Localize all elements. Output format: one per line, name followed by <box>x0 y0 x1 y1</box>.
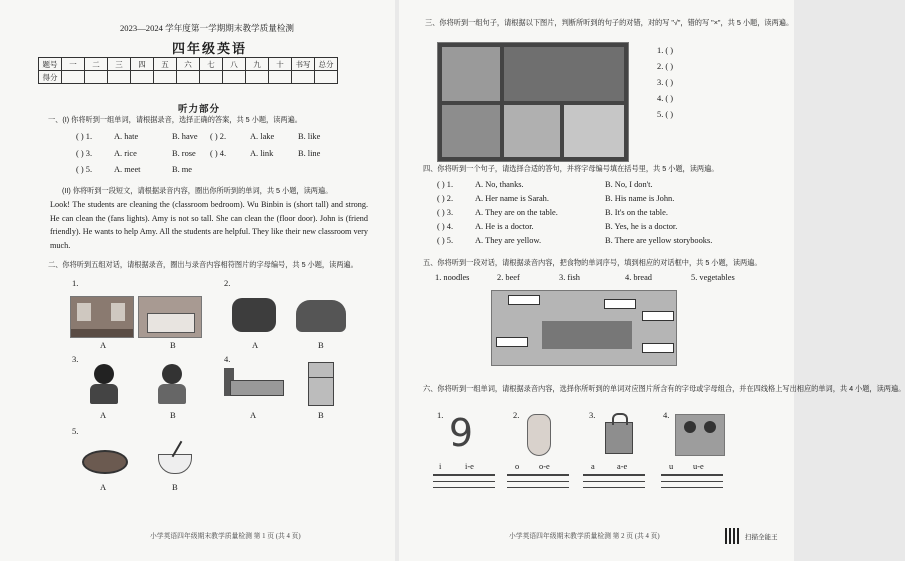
q4-item-3-no[interactable]: ( ) 3. <box>437 208 454 217</box>
speech-bubble-5[interactable] <box>642 343 674 353</box>
score-header-cell: 书写 <box>292 58 315 71</box>
score-cell[interactable] <box>108 71 131 84</box>
q6-3-writing-lines[interactable] <box>583 474 645 497</box>
q2-4-label-b: B <box>318 410 324 420</box>
page-1-footer: 小学英语四年级期末教学质量检测 第 1 页 (共 4 页) <box>150 533 301 540</box>
people-picture <box>675 414 725 456</box>
q3-blank-4[interactable]: 4. ( ) <box>657 94 674 103</box>
q3-blank-2[interactable]: 2. ( ) <box>657 62 674 71</box>
score-header-cell: 八 <box>223 58 246 71</box>
q1-item-4-b: B. line <box>298 149 321 158</box>
nose-picture <box>527 414 551 456</box>
q6-num-1: 1. <box>437 410 444 420</box>
q1-item-1-no: ( ) 1. <box>76 132 93 141</box>
score-cell[interactable] <box>62 71 85 84</box>
scan-logo: 扫描全能王 <box>745 533 778 541</box>
q6-title: 六、你将听到一组单词，请根据录音内容，选择你所听到的单词对应图片所含有的字母或字母组合，并在四线格上写出相应的单词，共 4 小题，读两遍。 <box>423 384 905 393</box>
q5-word-2: 2. beef <box>497 273 520 282</box>
exam-subject: 四年级英语 <box>172 41 248 56</box>
q2-title: 二、你将听到五组对话，请根据录音，圈出与录音内容相符图片的字母编号，共 5 小题，读两遍。 <box>48 260 358 269</box>
score-cell[interactable] <box>246 71 269 84</box>
boy-picture <box>156 362 188 406</box>
bed-picture <box>222 366 284 400</box>
score-cell[interactable] <box>292 71 315 84</box>
q4-item-1-b: B. No, I don't. <box>605 180 653 189</box>
score-header-row <box>39 58 338 71</box>
q2-5-label-a: A <box>100 482 107 492</box>
speech-bubble-4[interactable] <box>496 337 528 347</box>
exam-header: 2023—2024 学年度第一学期期末教学质量检测 <box>120 23 295 33</box>
q5-word-5: 5. vegetables <box>691 273 735 282</box>
q5-word-4: 4. bread <box>625 273 652 282</box>
q1-item-4-a: A. link <box>250 149 274 158</box>
q2-1-label-a: A <box>100 340 107 350</box>
soup-picture <box>80 438 126 478</box>
score-cell[interactable] <box>131 71 154 84</box>
q1-item-5-no: ( ) 5. <box>76 165 93 174</box>
score-cell[interactable] <box>315 71 338 84</box>
score-header-cell: 五 <box>154 58 177 71</box>
score-cell[interactable] <box>269 71 292 84</box>
q4-item-2-b: B. His name is John. <box>605 194 675 203</box>
q4-item-2-a: A. Her name is Sarah. <box>475 194 549 203</box>
nine-picture: 9 <box>448 411 474 455</box>
score-header-cell: 六 <box>177 58 200 71</box>
score-cell[interactable] <box>223 71 246 84</box>
q4-item-5-b: B. There are yellow storybooks. <box>605 236 713 245</box>
q4-item-1-no[interactable]: ( ) 1. <box>437 180 454 189</box>
q3-blank-3[interactable]: 3. ( ) <box>657 78 674 87</box>
q6-1-opt-1[interactable]: i <box>439 462 442 471</box>
score-header-cell: 三 <box>108 58 131 71</box>
q4-item-5-no[interactable]: ( ) 5. <box>437 236 454 245</box>
q4-item-4-b: B. Yes, he is a doctor. <box>605 222 678 231</box>
q2-2-label-a: A <box>252 340 259 350</box>
bedroom-picture <box>138 296 202 338</box>
q3-title: 三、你将听到一组句子，请根据以下图片，判断所听到的句子的对错，对的写 "√"，错的写 "×"，共 5 小题，读两遍。 <box>425 18 794 27</box>
q4-item-3-a: A. They are on the table. <box>475 208 558 217</box>
q6-2-writing-lines[interactable] <box>507 474 569 497</box>
q1-item-2-no: ( ) 2. <box>210 132 227 141</box>
q6-3-opt-2[interactable]: a-e <box>617 462 628 471</box>
q1-item-2-b: B. like <box>298 132 321 141</box>
classroom-picture <box>70 296 134 338</box>
boy-glasses-picture <box>88 362 120 406</box>
q2-num-3: 3. <box>72 354 79 364</box>
q6-1-writing-lines[interactable] <box>433 474 495 497</box>
q4-item-2-no[interactable]: ( ) 2. <box>437 194 454 203</box>
q1-title: 一、(I) 你将听到一组单词，请根据录音，选择正确的答案，共 5 小题，读两遍。 <box>48 115 302 124</box>
q4-item-3-b: B. It's on the table. <box>605 208 668 217</box>
score-cell[interactable] <box>177 71 200 84</box>
q2-3-label-a: A <box>100 410 107 420</box>
q2-2-label-b: B <box>318 340 324 350</box>
q2-4-label-a: A <box>250 410 257 420</box>
q2-1-label-b: B <box>170 340 176 350</box>
q1-sub-title: (II) 你将听到一段短文，请根据录音内容，圈出你所听到的单词，共 5 小题，读两遍。 <box>62 186 333 195</box>
page-2-footer: 小学英语四年级期末教学质量检测 第 2 页 (共 4 页) <box>509 533 660 540</box>
score-cell[interactable] <box>200 71 223 84</box>
q6-num-2: 2. <box>513 410 520 420</box>
house-picture <box>437 42 629 162</box>
q6-4-opt-2[interactable]: u-e <box>693 462 704 471</box>
fridge-picture <box>308 362 334 406</box>
q2-5-label-b: B <box>172 482 178 492</box>
score-cell[interactable] <box>85 71 108 84</box>
q6-1-opt-2[interactable]: i-e <box>465 462 474 471</box>
exam-page-2 <box>399 0 905 561</box>
q1-passage: Look! The students are cleaning the (classroom bedroom). Wu Binbin is (short tall) and strong. He can clean the (fans lights). Amy is not so tall. She can clean the (floor door). John is (friend friendly). He wants to help Amy. All the students are helpful. They like their new classroom very much. <box>50 200 368 250</box>
speech-bubble-2[interactable] <box>604 299 636 309</box>
q6-num-3: 3. <box>589 410 596 420</box>
q2-num-2: 2. <box>224 278 231 288</box>
q4-item-4-no[interactable]: ( ) 4. <box>437 222 454 231</box>
section-title: 听力部分 <box>178 105 221 115</box>
score-header-cell: 二 <box>85 58 108 71</box>
score-cell[interactable] <box>154 71 177 84</box>
q6-4-opt-1[interactable]: u <box>669 462 674 471</box>
speech-bubble-3[interactable] <box>642 311 674 321</box>
q2-3-label-b: B <box>170 410 176 420</box>
q1-item-1-b: B. have <box>172 132 198 141</box>
bag-picture <box>292 292 350 336</box>
q1-item-2-a: A. lake <box>250 132 275 141</box>
score-row-label: 得分 <box>39 71 62 84</box>
q1-item-3-no: ( ) 3. <box>76 149 93 158</box>
score-header-cell: 一 <box>62 58 85 71</box>
restaurant-picture <box>491 290 677 366</box>
speech-bubble-1[interactable] <box>508 295 540 305</box>
q1-item-5-b: B. me <box>172 165 193 174</box>
score-header-cell: 九 <box>246 58 269 71</box>
q1-item-1-a: A. hate <box>114 132 139 141</box>
score-header-cell: 四 <box>131 58 154 71</box>
q3-blank-5[interactable]: 5. ( ) <box>657 110 674 119</box>
score-value-row <box>39 71 338 84</box>
q6-2-opt-1[interactable]: o <box>515 462 520 471</box>
exam-page-1 <box>0 0 395 561</box>
q5-title: 五、你将听到一段对话，请根据录音内容，把食物的单词序号，填到相应的对话框中，共 5 小题，读两遍。 <box>423 258 762 267</box>
q4-item-5-a: A. They are yellow. <box>475 236 542 245</box>
q6-num-4: 4. <box>663 410 670 420</box>
schoolbag-picture <box>226 292 282 336</box>
rice-bowl-picture <box>154 440 194 478</box>
q1-item-3-a: A. rice <box>114 149 137 158</box>
q2-num-4: 4. <box>224 354 231 364</box>
q6-3-opt-1[interactable]: a <box>591 462 595 471</box>
q4-item-4-a: A. He is a doctor. <box>475 222 534 231</box>
q6-4-writing-lines[interactable] <box>661 474 723 497</box>
q1-item-3-b: B. rose <box>172 149 196 158</box>
q1-item-4-no: ( ) 4. <box>210 149 227 158</box>
q1-item-5-a: A. meet <box>114 165 141 174</box>
q2-num-1: 1. <box>72 278 79 288</box>
q3-blank-1[interactable]: 1. ( ) <box>657 46 674 55</box>
qr-code-icon <box>725 528 741 544</box>
score-table <box>38 57 338 84</box>
score-header-cell: 十 <box>269 58 292 71</box>
q2-num-5: 5. <box>72 426 79 436</box>
bag-picture-2 <box>605 422 633 454</box>
score-header-cell: 题号 <box>39 58 62 71</box>
q5-word-1: 1. noodles <box>435 273 470 282</box>
score-header-cell: 七 <box>200 58 223 71</box>
score-header-cell: 总分 <box>315 58 338 71</box>
q6-2-opt-2[interactable]: o-e <box>539 462 550 471</box>
q4-title: 四、你将听到一个句子，请选择合适的答句，并将字母编号填在括号里，共 5 小题，读两遍。 <box>423 164 719 173</box>
q4-item-1-a: A. No, thanks. <box>475 180 524 189</box>
q5-word-3: 3. fish <box>559 273 580 282</box>
